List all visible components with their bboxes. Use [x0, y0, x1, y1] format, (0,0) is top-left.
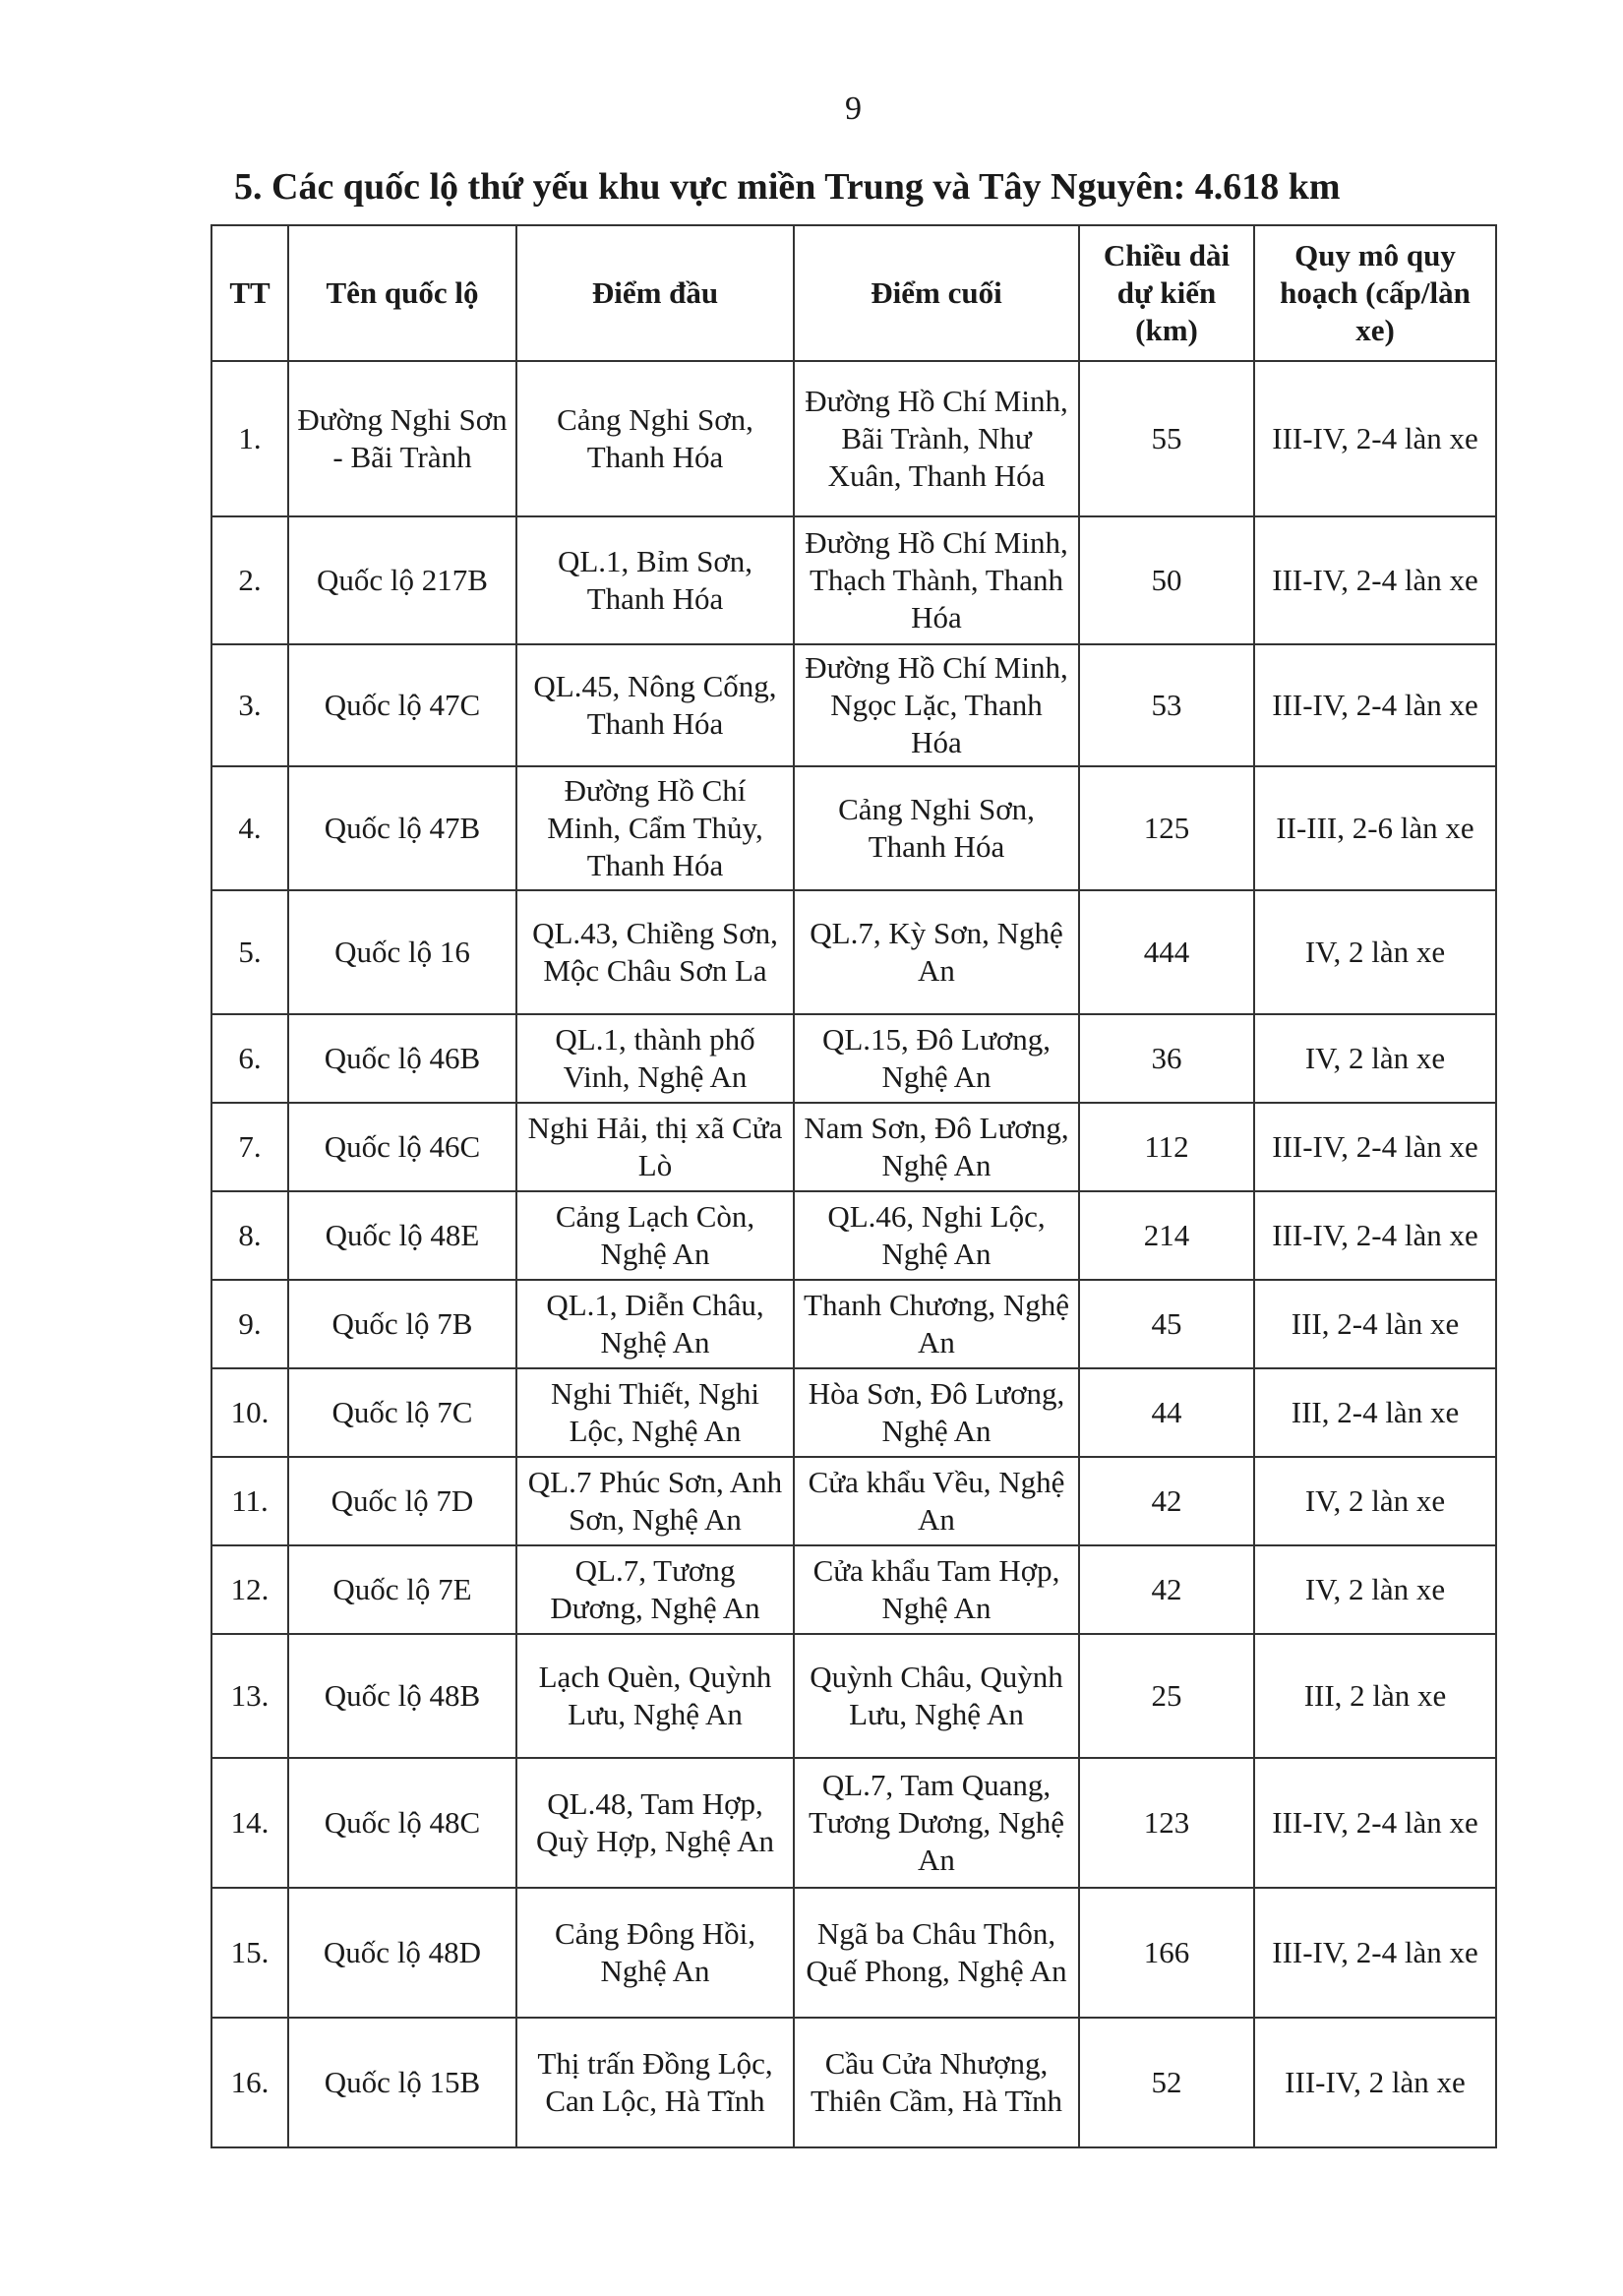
row-length: 55	[1079, 361, 1254, 516]
row-scale: III, 2 làn xe	[1254, 1634, 1496, 1758]
table-row	[211, 1103, 1496, 1191]
row-length: 53	[1079, 644, 1254, 766]
row-start-point: Lạch Quèn, Quỳnh Lưu, Nghệ An	[516, 1634, 794, 1758]
row-scale: III-IV, 2-4 làn xe	[1254, 1103, 1496, 1191]
header-length: Chiều dài dự kiến (km)	[1079, 225, 1254, 361]
row-scale: III-IV, 2-4 làn xe	[1254, 1758, 1496, 1888]
row-tt: 15.	[211, 1888, 288, 2018]
row-tt: 2.	[211, 516, 288, 644]
row-start-point: QL.43, Chiềng Sơn, Mộc Châu Sơn La	[516, 890, 794, 1014]
row-road-name: Quốc lộ 16	[288, 890, 516, 1014]
row-scale: III-IV, 2-4 làn xe	[1254, 644, 1496, 766]
row-road-name: Quốc lộ 7D	[288, 1457, 516, 1545]
table-row	[211, 2018, 1496, 2147]
row-scale: IV, 2 làn xe	[1254, 890, 1496, 1014]
table-row	[211, 644, 1496, 766]
row-end-point: QL.15, Đô Lương, Nghệ An	[794, 1014, 1079, 1103]
table-row	[211, 1191, 1496, 1280]
row-tt: 10.	[211, 1368, 288, 1457]
row-tt: 6.	[211, 1014, 288, 1103]
table-row	[211, 1758, 1496, 1888]
row-start-point: QL.1, thành phố Vinh, Nghệ An	[516, 1014, 794, 1103]
row-tt: 11.	[211, 1457, 288, 1545]
row-road-name: Quốc lộ 48B	[288, 1634, 516, 1758]
table-row	[211, 1280, 1496, 1368]
row-end-point: Cảng Nghi Sơn, Thanh Hóa	[794, 766, 1079, 890]
row-end-point: QL.46, Nghi Lộc, Nghệ An	[794, 1191, 1079, 1280]
row-end-point: QL.7, Kỳ Sơn, Nghệ An	[794, 890, 1079, 1014]
row-road-name: Quốc lộ 46B	[288, 1014, 516, 1103]
row-tt: 5.	[211, 890, 288, 1014]
row-scale: IV, 2 làn xe	[1254, 1545, 1496, 1634]
row-road-name: Đường Nghi Sơn - Bãi Trành	[288, 361, 516, 516]
row-length: 125	[1079, 766, 1254, 890]
page-number: 9	[845, 91, 862, 127]
row-length: 112	[1079, 1103, 1254, 1191]
row-start-point: Nghi Thiết, Nghi Lộc, Nghệ An	[516, 1368, 794, 1457]
row-end-point: Ngã ba Châu Thôn, Quế Phong, Nghệ An	[794, 1888, 1079, 2018]
row-road-name: Quốc lộ 47B	[288, 766, 516, 890]
row-length: 45	[1079, 1280, 1254, 1368]
row-start-point: Đường Hồ Chí Minh, Cẩm Thủy, Thanh Hóa	[516, 766, 794, 890]
row-road-name: Quốc lộ 7E	[288, 1545, 516, 1634]
row-length: 214	[1079, 1191, 1254, 1280]
header-scale: Quy mô quy hoạch (cấp/làn xe)	[1254, 225, 1496, 361]
row-start-point: Cảng Nghi Sơn, Thanh Hóa	[516, 361, 794, 516]
row-scale: II-III, 2-6 làn xe	[1254, 766, 1496, 890]
row-tt: 7.	[211, 1103, 288, 1191]
row-tt: 9.	[211, 1280, 288, 1368]
row-road-name: Quốc lộ 7B	[288, 1280, 516, 1368]
row-road-name: Quốc lộ 48E	[288, 1191, 516, 1280]
row-start-point: QL.7, Tương Dương, Nghệ An	[516, 1545, 794, 1634]
header-start-point: Điểm đầu	[516, 225, 794, 361]
row-start-point: QL.1, Bỉm Sơn, Thanh Hóa	[516, 516, 794, 644]
row-tt: 8.	[211, 1191, 288, 1280]
row-length: 44	[1079, 1368, 1254, 1457]
row-scale: III-IV, 2-4 làn xe	[1254, 1888, 1496, 2018]
row-end-point: Cầu Cửa Nhượng, Thiên Cầm, Hà Tĩnh	[794, 2018, 1079, 2147]
row-scale: IV, 2 làn xe	[1254, 1457, 1496, 1545]
section-title: 5. Các quốc lộ thứ yếu khu vực miền Trung và Tây Nguyên: 4.618 km	[234, 166, 1341, 208]
table-row	[211, 1888, 1496, 2018]
table-row	[211, 1014, 1496, 1103]
row-tt: 14.	[211, 1758, 288, 1888]
row-road-name: Quốc lộ 47C	[288, 644, 516, 766]
row-tt: 13.	[211, 1634, 288, 1758]
table-row	[211, 516, 1496, 644]
row-scale: IV, 2 làn xe	[1254, 1014, 1496, 1103]
row-tt: 3.	[211, 644, 288, 766]
row-start-point: QL.45, Nông Cống, Thanh Hóa	[516, 644, 794, 766]
row-road-name: Quốc lộ 48C	[288, 1758, 516, 1888]
row-road-name: Quốc lộ 15B	[288, 2018, 516, 2147]
header-row	[211, 225, 1496, 361]
header-tt: TT	[211, 225, 288, 361]
row-road-name: Quốc lộ 217B	[288, 516, 516, 644]
row-end-point: QL.7, Tam Quang, Tương Dương, Nghệ An	[794, 1758, 1079, 1888]
row-start-point: Nghi Hải, thị xã Cửa Lò	[516, 1103, 794, 1191]
row-scale: III, 2-4 làn xe	[1254, 1368, 1496, 1457]
row-end-point: Hòa Sơn, Đô Lương, Nghệ An	[794, 1368, 1079, 1457]
row-scale: III-IV, 2-4 làn xe	[1254, 1191, 1496, 1280]
row-end-point: Cửa khẩu Tam Hợp, Nghệ An	[794, 1545, 1079, 1634]
row-tt: 12.	[211, 1545, 288, 1634]
row-scale: III-IV, 2 làn xe	[1254, 2018, 1496, 2147]
row-road-name: Quốc lộ 7C	[288, 1368, 516, 1457]
row-length: 444	[1079, 890, 1254, 1014]
row-end-point: Đường Hồ Chí Minh, Ngọc Lặc, Thanh Hóa	[794, 644, 1079, 766]
row-tt: 1.	[211, 361, 288, 516]
row-length: 166	[1079, 1888, 1254, 2018]
row-end-point: Quỳnh Châu, Quỳnh Lưu, Nghệ An	[794, 1634, 1079, 1758]
table-header	[211, 225, 1496, 361]
row-road-name: Quốc lộ 46C	[288, 1103, 516, 1191]
row-end-point: Đường Hồ Chí Minh, Bãi Trành, Như Xuân, Thanh Hóa	[794, 361, 1079, 516]
row-start-point: QL.7 Phúc Sơn, Anh Sơn, Nghệ An	[516, 1457, 794, 1545]
row-end-point: Thanh Chương, Nghệ An	[794, 1280, 1079, 1368]
table-row	[211, 766, 1496, 890]
row-start-point: QL.1, Diễn Châu, Nghệ An	[516, 1280, 794, 1368]
row-road-name: Quốc lộ 48D	[288, 1888, 516, 2018]
row-start-point: Cảng Đông Hồi, Nghệ An	[516, 1888, 794, 2018]
row-start-point: QL.48, Tam Hợp, Quỳ Hợp, Nghệ An	[516, 1758, 794, 1888]
row-scale: III, 2-4 làn xe	[1254, 1280, 1496, 1368]
row-length: 36	[1079, 1014, 1254, 1103]
table-row	[211, 1634, 1496, 1758]
table-row	[211, 361, 1496, 516]
row-length: 50	[1079, 516, 1254, 644]
row-scale: III-IV, 2-4 làn xe	[1254, 516, 1496, 644]
header-end-point: Điểm cuối	[794, 225, 1079, 361]
national-roads-table	[210, 224, 1497, 2148]
row-length: 52	[1079, 2018, 1254, 2147]
row-end-point: Đường Hồ Chí Minh, Thạch Thành, Thanh Hóa	[794, 516, 1079, 644]
row-start-point: Cảng Lạch Còn, Nghệ An	[516, 1191, 794, 1280]
row-tt: 16.	[211, 2018, 288, 2147]
row-length: 42	[1079, 1545, 1254, 1634]
table-row	[211, 1457, 1496, 1545]
row-end-point: Nam Sơn, Đô Lương, Nghệ An	[794, 1103, 1079, 1191]
row-length: 123	[1079, 1758, 1254, 1888]
row-tt: 4.	[211, 766, 288, 890]
row-length: 25	[1079, 1634, 1254, 1758]
table-row	[211, 1368, 1496, 1457]
table-row	[211, 890, 1496, 1014]
row-scale: III-IV, 2-4 làn xe	[1254, 361, 1496, 516]
table-body	[211, 361, 1496, 2147]
row-length: 42	[1079, 1457, 1254, 1545]
row-start-point: Thị trấn Đồng Lộc, Can Lộc, Hà Tĩnh	[516, 2018, 794, 2147]
row-end-point: Cửa khẩu Vều, Nghệ An	[794, 1457, 1079, 1545]
table-row	[211, 1545, 1496, 1634]
header-road-name: Tên quốc lộ	[288, 225, 516, 361]
